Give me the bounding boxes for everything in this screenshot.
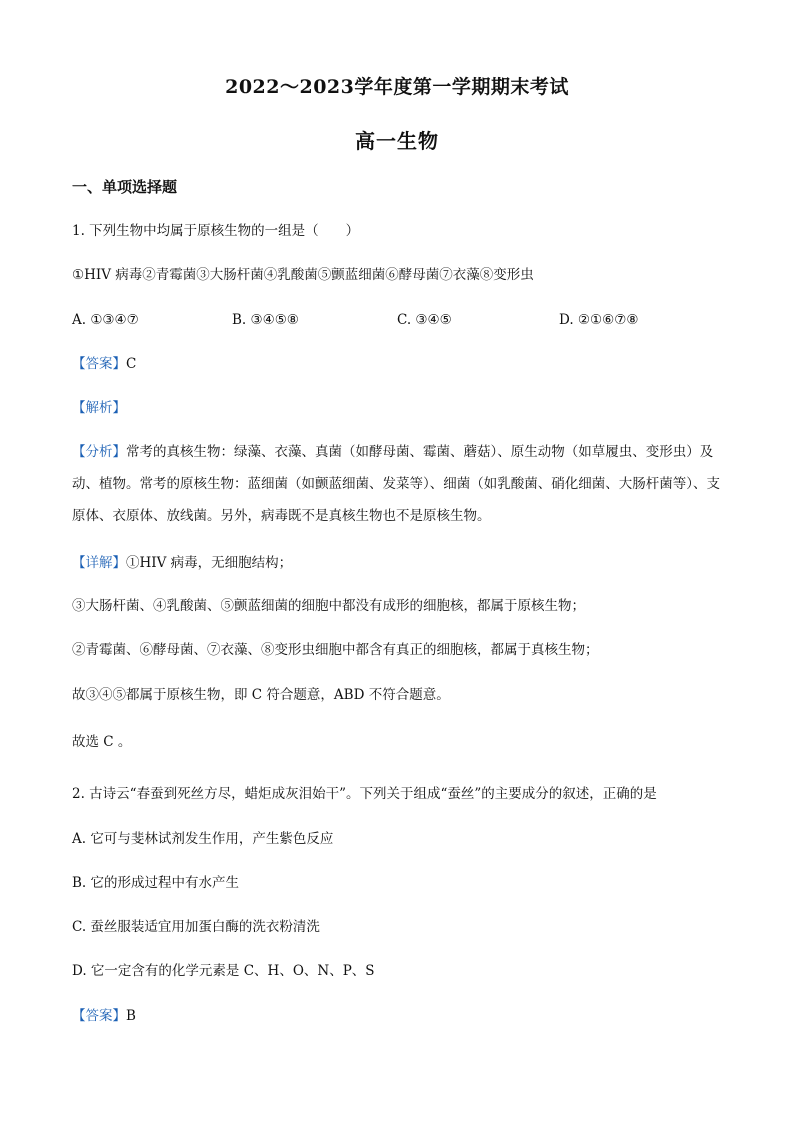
q2-option-c: C. 蚕丝服装适宜用加蛋白酶的洗衣粉清洗 [72, 919, 320, 935]
q1-fenxi-paragraph [72, 436, 722, 532]
answer-tag: 【答案】 [72, 1008, 126, 1024]
q2-option-a: A. 它可与斐林试剂发生作用，产生紫色反应 [72, 831, 334, 847]
analysis-tag: 【解析】 [72, 400, 126, 416]
q2-option-d: D. 它一定含有的化学元素是 C、H、O、N、P、S [72, 963, 375, 979]
q1-detail-1: ①HIV 病毒，无细胞结构； [126, 555, 293, 571]
q1-detail-2: ③大肠杆菌、④乳酸菌、⑤颤蓝细菌的细胞中都没有成形的细胞核，都属于原核生物； [72, 598, 585, 614]
q1-items: ①HIV 病毒②青霉菌③大肠杆菌④乳酸菌⑤颤蓝细菌⑥酵母菌⑦衣藻⑧变形虫 [72, 267, 534, 283]
q2-answer-line [72, 1006, 136, 1026]
q1-option-c: C. ③④⑤ [397, 312, 452, 328]
q1-option-d: D. ②①⑥⑦⑧ [559, 312, 639, 328]
q1-stem: 1. 下列生物中均属于原核生物的一组是（ ） [72, 223, 360, 239]
q1-detail-3: ②青霉菌、⑥酵母菌、⑦衣藻、⑧变形虫细胞中都含有真正的细胞核，都属于真核生物； [72, 642, 599, 658]
q2-stem: 2. 古诗云“春蚕到死丝方尽，蜡炬成灰泪始干”。下列关于组成“蚕丝”的主要成分的叙述，正确的是 [72, 786, 657, 802]
answer-tag: 【答案】 [72, 356, 126, 372]
q1-option-a: A. ①③④⑦ [72, 312, 139, 328]
q1-detail-line-1 [72, 553, 292, 573]
q2-option-b: B. 它的形成过程中有水产生 [72, 875, 240, 891]
detail-tag: 【详解】 [72, 555, 126, 571]
q1-fenxi-text: 常考的真核生物：绿藻、衣藻、真菌（如酵母菌、霉菌、蘑菇）、原生动物（如草履虫、变形虫）及动、植物。常考的原核生物：蓝细菌（如颤蓝细菌、发菜等）、细菌（如乳酸菌、硝化细菌、大肠杆菌等）、支原体、衣原体、放线菌。另外，病毒既不是真核生物也不是原核生物。 [72, 444, 720, 524]
q1-answer: C [126, 356, 137, 372]
q1-analysis-tag [72, 398, 126, 418]
q1-detail-4: 故③④⑤都属于原核生物，即 C 符合题意，ABD 不符合题意。 [72, 687, 450, 703]
exam-title: 2022～2023学年度第一学期期末考试 [225, 76, 569, 98]
q1-option-b: B. ③④⑤⑧ [232, 312, 299, 328]
q2-answer: B [126, 1008, 136, 1024]
exam-subject: 高一生物 [355, 129, 439, 153]
q1-detail-5: 故选 C 。 [72, 734, 132, 750]
q1-answer-line [72, 354, 136, 374]
fenxi-tag: 【分析】 [72, 444, 126, 460]
section-heading: 一、单项选择题 [72, 178, 178, 196]
